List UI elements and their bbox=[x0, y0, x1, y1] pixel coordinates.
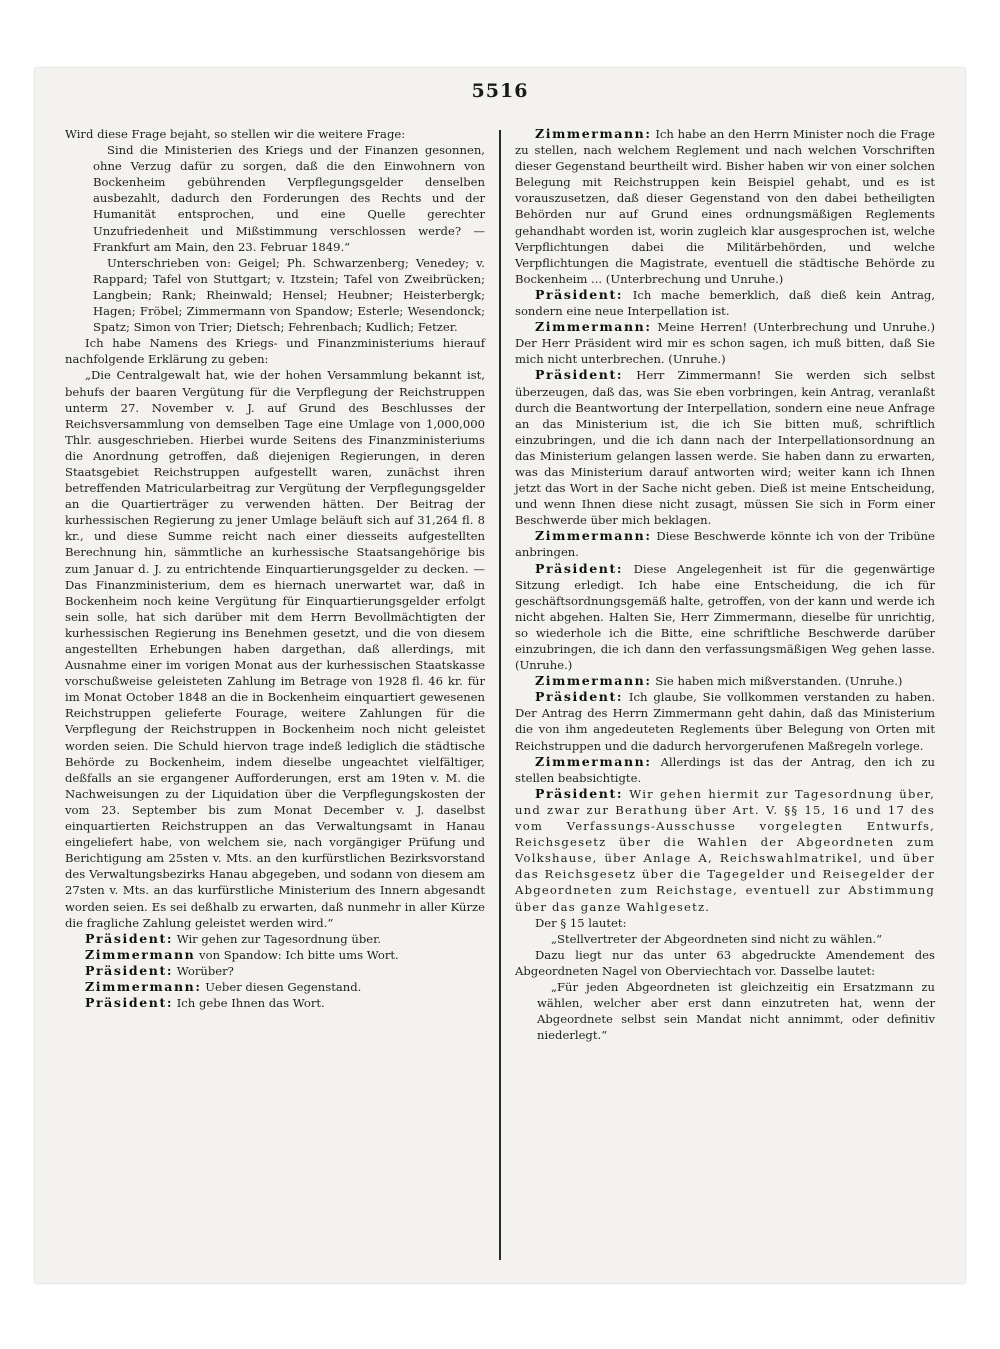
speech-text: Ich gebe Ihnen das Wort. bbox=[173, 996, 325, 1011]
document-page bbox=[35, 68, 965, 1283]
speech-text: Wir gehen hiermit zur Tagesordnung über, und zwar zur Berathung über Art. V. §§ 15, 16 und 17 des vom Verfassungs-Ausschusse vorgelegten Entwurfs, Reichsgesetz über die Wahlen der Abgeordneten zum Volkshause, über Anlage A, Reichswahlmatrikel, und über das Reichsgesetz über die Tagegelder und Reisegelder der Abgeordneten zum Reichstage, eventuell zur Abstimmung über das ganze Wahlgesetz. bbox=[515, 786, 935, 914]
speaker-name: Zimmermann: bbox=[535, 319, 652, 335]
speaker-name: Präsident: bbox=[85, 930, 174, 946]
speech bbox=[515, 786, 935, 915]
speech-text: Wir gehen zur Tagesordnung über. bbox=[173, 931, 382, 946]
left-column bbox=[65, 126, 485, 1011]
speech-text: Worüber? bbox=[173, 963, 234, 978]
column-divider bbox=[499, 130, 501, 1260]
speaker-name: Präsident: bbox=[535, 367, 624, 383]
speech-text: Sie haben mich mißverstanden. (Unruhe.) bbox=[651, 674, 903, 689]
speech-text: Ich habe an den Herrn Minister noch die Frage zu stellen, nach welchem Reglement und nach welchen Vorschriften dieser Gegenstand beurtheilt wird. Bisher haben wir von einer solchen Belegung mit Reichstruppen kein Beispiel gehabt, und es ist vorauszusetzen, daß dieser Gegenstand von den dabei betheiligten Behörden nur auf Grund eines ordnungsmäßigen Reglements gehandhabt worden ist, worin zugleich klar ausgesprochen ist, welche Verpflichtungen dabei die Militärbehörden, und welche Verpflichtungen die Magistrate, eventuell die städtische Behörde zu Bockenheim ... (Unterbrechung und Unruhe.) bbox=[515, 127, 935, 286]
speech-text: Diese Angelegenheit ist für die gegenwärtige Sitzung erledigt. Ich habe eine Entscheidung, die ich für geschäftsordnungsgemäß halte, getroffen, von der kann und werde ich nicht abgehen. Halten Sie, Herr Zimmermann, dieselbe für unrichtig, so wiederhole ich die Bitte, eine schriftliche Beschwerde darüber einzubringen, die ich dann den verfassungsmäßigen Weg gehen lasse. (Unruhe.) bbox=[515, 561, 935, 673]
quoted-amendment: „Für jeden Abgeordneten ist gleichzeitig ein Ersatzmann zu wählen, welcher aber erst dann einzutreten hat, wenn der Abgeordnete selbst sein Mandat nicht annimmt, oder definitiv niederlegt.“ bbox=[537, 979, 935, 1043]
speaker-name: Präsident: bbox=[535, 560, 624, 576]
speech-text: Diese Beschwerde könnte ich von der Tribüne anbringen. bbox=[515, 529, 935, 560]
speech-text: Allerdings ist das der Antrag, den ich zu stellen beabsichtigte. bbox=[515, 754, 935, 785]
speech-text: Meine Herren! (Unterbrechung und Unruhe.) Der Herr Präsident wird mir es schon sagen, ich muß bitten, daß Sie mich nicht unterbrechen. (Unruhe.) bbox=[515, 320, 935, 367]
speaker-name: Präsident: bbox=[85, 962, 174, 978]
speech bbox=[65, 995, 485, 1011]
paragraph: Der § 15 lautet: bbox=[535, 915, 627, 930]
speech bbox=[515, 287, 935, 319]
speech bbox=[515, 367, 935, 528]
speech bbox=[515, 754, 935, 786]
speech bbox=[515, 561, 935, 674]
speaker-name: Zimmermann: bbox=[535, 753, 652, 769]
speech-text: von Spandow: Ich bitte ums Wort. bbox=[195, 947, 399, 962]
speaker-name: Präsident: bbox=[535, 689, 624, 705]
quoted-paragraph: „Stellvertreter der Abgeordneten sind nicht zu wählen.“ bbox=[551, 931, 883, 946]
speech-text: Ich glaube, Sie vollkommen verstanden zu haben. Der Antrag des Herrn Zimmermann geht dahin, daß das Ministerium die von ihm angedeuteten Reglements über Belegung von Orten mit Reichstruppen und die dadurch hervorgerufenen Maßregeln vorlege. bbox=[515, 690, 935, 753]
speech bbox=[515, 319, 935, 367]
speech bbox=[515, 126, 935, 287]
speaker-name: Zimmermann: bbox=[535, 528, 652, 544]
speaker-name: Zimmermann: bbox=[535, 126, 652, 141]
speech bbox=[65, 931, 485, 947]
paragraph: Wird diese Frage bejaht, so stellen wir die weitere Frage: bbox=[65, 127, 406, 141]
speaker-name: Präsident: bbox=[85, 995, 174, 1011]
speech-text: Ich mache bemerklich, daß dieß kein Antrag, sondern eine neue Interpellation ist. bbox=[515, 287, 935, 319]
signatories: Unterschrieben von: Geigel; Ph. Schwarzenberg; Venedey; v. Rappard; Tafel von Stuttgart; v. Itzstein; Tafel von Zweibrücken; Langbein; Rank; Rheinwald; Hensel; Heubner; Heisterbergk; Hagen; Fröbel; Zimmermann von Spandow; Esterle; Wesendonck; Spatz; Simon von Trier; Dietsch; Fehrenbach; Kudlich; Fetzer. bbox=[93, 255, 485, 335]
speech bbox=[65, 947, 485, 963]
speech bbox=[515, 528, 935, 560]
speech bbox=[515, 689, 935, 753]
speech-text: Ueber diesen Gegenstand. bbox=[201, 979, 362, 994]
speaker-name: Präsident: bbox=[535, 785, 624, 801]
ministry-statement: „Die Centralgewalt hat, wie der hohen Versammlung bekannt ist, behufs der baaren Vergütung für die Verpflegung der Reichstruppen unterm 27. November v. J. auf Grund des Beschlusses der Reichsversammlung von demselben Tage eine Umlage von 1,000,000 Thlr. ausgeschrieben. Hierbei wurde Seitens des Finanzministeriums die Anordnung getroffen, daß diejenigen Regierungen, in deren Staatsgebiet Reichstruppen aufgestellt waren, zunächst ihren betreffenden Matricularbeitrag zur Vergütung der Verpflegungsgelder an die Quartierträger zu verwenden hätten. Der Beitrag der kurhessischen Regierung zu jener Umlage beläuft sich auf 31,264 fl. 8 kr., und diese Summe reicht nach einer diesseits aufgestellten Berechnung hin, sämmtliche an kurhessische Staatsangehörige bis zum Januar d. J. zu entrichtende Einquartierungsgelder zu decken. — Das Finanzministerium, dem es hiernach unerwartet war, daß in Bockenheim noch keine Vergütung für Einquartierungsgelder erfolgt sein solle, hat sich darüber mit dem Herrn Bevollmächtigten der kurhessischen Regierung ins Benehmen gesetzt, und die von diesem angestellten Erhebungen haben dargethan, daß allerdings, mit Ausnahme einer im vorigen Monat aus der kurhessischen Staatskasse vorschußweise geleisteten Zahlung im Betrage von 1928 fl. 46 kr. für im Monat October 1848 an die in Bockenheim einquartiert gewesenen Reichstruppen gelieferte Fourage, weitere Zahlungen für die Verpflegung der Reichstruppen in Bockenheim noch nicht geleistet worden seien. Die Schuld hiervon trage indeß lediglich die städtische Behörde zu Bockenheim, indem dieselbe ungeachtet vielfältiger, deßfalls an sie ergangener Aufforderungen, erst am 19ten v. M. die Nachweisungen zu der Liquidation über die Verpflegungskosten der vom 23. September bis zum Monat December v. J. daselbst einquartierten Reichstruppen an das Verwaltungsamt in Hanau eingeliefert habe, von welchem sie, nach vorgängiger Prüfung und Berichtigung am 25sten v. Mts. an den kurfürstlichen Bezirksvorstand des Verwaltungsbezirks Hanau abgegeben, und sodann von diesem am 27sten v. Mts. an das kurfürstliche Ministerium des Innern abgesandt worden seien. Es sei deßhalb zu erwarten, daß nunmehr in aller Kürze die fragliche Zahlung geleistet werden wird.“ bbox=[65, 368, 485, 930]
speech bbox=[65, 963, 485, 979]
paragraph: Ich habe Namens des Kriegs- und Finanzministeriums hierauf nachfolgende Erklärung zu geben: bbox=[65, 336, 485, 367]
speech bbox=[65, 979, 485, 995]
interpellation-question: Sind die Ministerien des Kriegs und der Finanzen gesonnen, ohne Verzug dafür zu sorgen, daß die den Einwohnern von Bockenheim gebührenden Verpflegungsgelder denselben ausbezahlt, dadurch den Forderungen des Rechts und der Humanität entsprochen, und eine Quelle gerechter Unzufriedenheit und Mißstimmung verschlossen werde? — Frankfurt am Main, den 23. Februar 1849.“ bbox=[93, 143, 485, 254]
right-column bbox=[515, 126, 935, 1043]
speaker-name: Zimmermann bbox=[85, 946, 196, 962]
speech-text: Herr Zimmermann! Sie werden sich selbst überzeugen, daß das, was Sie eben vorbringen, kein Antrag, veranlaßt durch die Beantwortung der Interpellation, sondern eine neue Anfrage an das Ministerium ist, die ich Sie bitten muß, schriftlich einzubringen, und die ich dann nach der Interpellationsordnung an das Ministerium gelangen lassen werde. Sie haben dann zu erwarten, was das Ministerium darauf antworten wird; weiter kann ich Ihnen jetzt das Wort in der Sache nicht geben. Dieß ist meine Entscheidung, und wenn Ihnen diese nicht zusagt, müssen Sie sich in Form einer Beschwerde über mich beklagen. bbox=[515, 368, 935, 528]
speaker-name: Zimmermann: bbox=[535, 673, 652, 689]
speaker-name: Präsident: bbox=[535, 286, 624, 302]
speaker-name: Zimmermann: bbox=[85, 978, 202, 994]
page-number: 5516 bbox=[471, 80, 529, 102]
paragraph: Dazu liegt nur das unter 63 abgedruckte Amendement des Abgeordneten Nagel von Oberviechtach vor. Dasselbe lautet: bbox=[515, 947, 935, 978]
speech bbox=[515, 673, 935, 689]
